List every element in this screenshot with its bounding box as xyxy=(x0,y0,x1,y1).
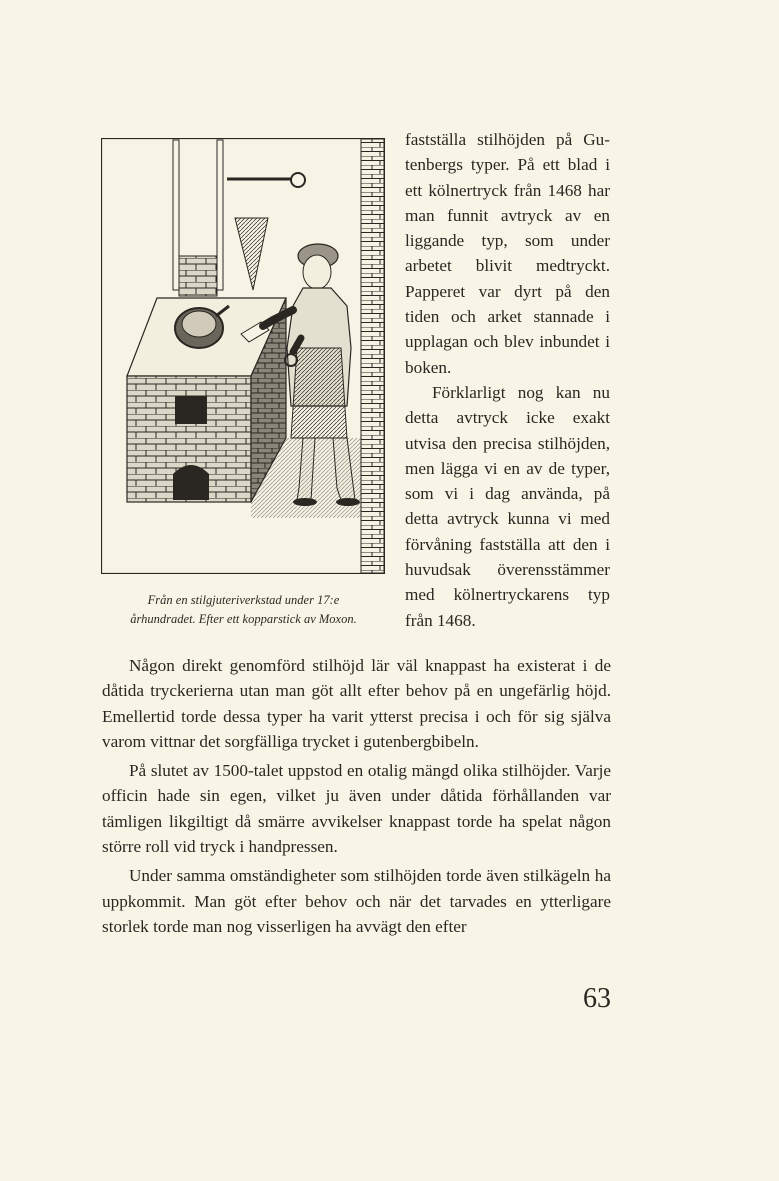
side-column-text xyxy=(405,127,610,633)
paragraph: fastställa stilhöjden på Gutenbergs typer. På ett blad i ett kölnertryck från 1468 har man funnit avtryck av en liggande typ, som under arbetet blivit medtryckt. Papperet var dyrt på den tiden och arket stannade i upplagan och blev inbundet i boken. xyxy=(405,130,610,377)
page-number: 63 xyxy=(583,983,611,1014)
engraving-illustration xyxy=(101,138,385,574)
paragraph: På slutet av 1500-talet uppstod en otalig mängd olika stilhöjder. Varje officin hade sin egen, vilket ju även under dåtida förhållanden var tämligen likgiltigt då smärre avvikelser knappast torde ha spelat någon större roll vid tryck i handpressen. xyxy=(102,761,611,857)
paragraph: Någon direkt genomförd stilhöjd lär väl knappast ha existerat i de dåtida tryckerierna utan man göt allt efter behov på en ungefärlig höjd. Emellertid torde dessa typer ha varit ytterst precisa i och för sig själva varom vittnar det sorgfälliga trycket i gutenbergbibeln. xyxy=(102,656,611,751)
caption-line: århundradet. Efter ett kopparstick av Moxon. xyxy=(130,612,357,626)
body-text xyxy=(102,653,611,943)
figure-caption xyxy=(100,591,387,629)
paragraph: Förklarligt nog kan nu detta avtryck icke exakt utvisa den precisa stilhöjden, men lägga vi en av de typer, som vi i dag använda, på detta avtryck kunna vi med förvåning fastställa att den i huvudsak överensstämmer med kölnertryckarens typ från 1468. xyxy=(405,382,610,630)
paragraph: Under samma omständigheter som stilhöjden torde även stilkägeln ha uppkommit. Man göt efter behov och när det tarvades en ytterligare storlek torde man nog visserligen ha avvägt den efter xyxy=(102,866,611,936)
caption-line: Från en stilgjuteriverkstad under 17:e xyxy=(147,593,340,607)
